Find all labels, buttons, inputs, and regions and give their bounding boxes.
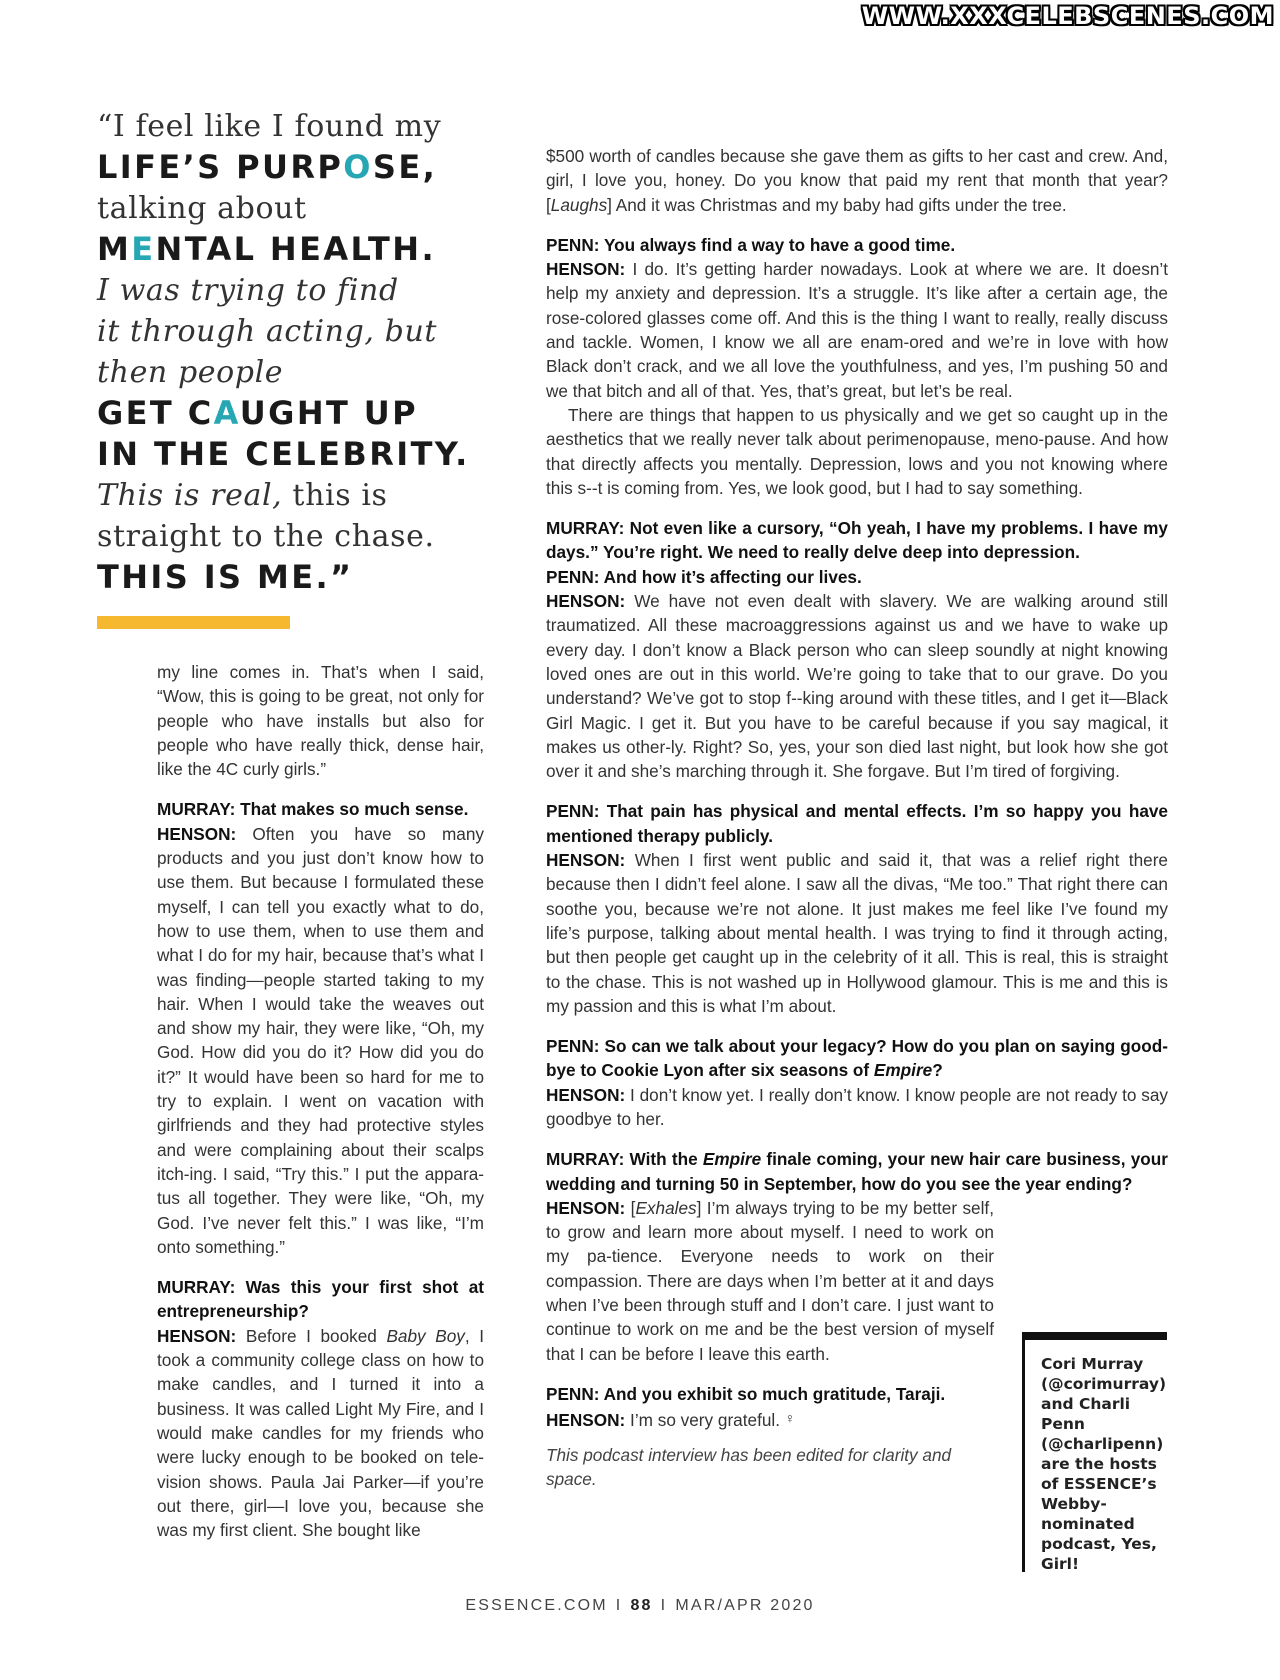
pull-quote-italic: This is real, [97,478,283,513]
answer: We have not even dealt with slavery. We are walking around still traumatized. All these macroaggressions against us and we have to wake up every day. I don’t know a Black person who can sleep soundly at night knowing loved ones are out in this world. We’re going to take that to our grave. Do you understand? We’ve got to stop f--king around with these titles, and I get it—Black Girl Magic. I get it. But you have to be careful because if you say magical, it makes us other-ly. Right? So, yes, your son died last night, but look how she got over it and she’s marching through it. She forgave. But I’m tired of forgiving. [546,591,1168,782]
pull-quote-line: I was trying to find [97,273,399,308]
question: MURRAY: That makes so much sense. [157,799,469,820]
page-footer [0,1597,1280,1615]
pull-quote-line: talking about [97,191,307,226]
answer: When I first went public and said it, that was a relief right there because then I didn’t feel alone. I saw all the divas, “Me too.” That right there can soothe you, because we’re not alone. It just makes me feel like I’ve found my life’s purpose, talking about mental health. I was trying to find it through acting, but then people get caught up in the celebrity of it all. This is real, this is straight to the chase. This is not washed up in Hollywood glamour. This is me and this is my passion and this is what I’m about. [546,850,1168,1016]
pull-quote [97,106,497,598]
pull-quote-text: this is [282,478,388,513]
footer-site: ESSENCE.COM [465,1597,608,1614]
pull-quote-text: M [97,230,132,268]
right-column [546,144,1168,1507]
answer: I’m so very grateful. [625,1410,781,1431]
exchange [546,233,1168,403]
pull-quote-line [97,229,497,270]
answer-block [546,1196,994,1366]
yellow-divider [97,616,290,629]
paragraph [546,144,1168,217]
question: MURRAY: Not even like a cursory, “Oh yeah, I have my problems. I have my days.” You’re right. We need to really delve deep into depression. [546,518,1168,563]
speaker-label: HENSON: [157,823,237,844]
speaker-label: HENSON: [546,1197,626,1218]
exchange [157,797,484,1259]
pull-quote-line: THIS IS ME.” [97,558,354,596]
question: PENN: And you exhibit so much gratitude, Taraji. [546,1383,946,1404]
question [546,1149,1168,1193]
host-bio-box [1022,1332,1167,1572]
end-mark-icon: ♀ [784,1410,796,1427]
speaker-label: HENSON: [546,850,626,871]
pull-quote-text: GET C [97,394,214,432]
paragraph: my line comes in. That’s when I said, “Wow, this is going to be great, not only for people who have installs but also for people who have really thick, dense hair, like the 4C curly girls.” [157,662,484,780]
answer: I do. It’s getting harder nowadays. Look at where we are. It doesn’t help my anxiety and depression. It’s a struggle. It’s like after a certain age, the rose-colored glasses come off. And this is the thing I want to really, really discuss and tackle. Women, I know we all are enam-ored and we’re in love with how Black don’t crack, and we all love the youthfulness, and yes, I’m pushing 50 and we that bitch and all of that. Yes, that’s great, but let’s be real. [546,259,1168,401]
pull-quote-line [97,475,497,516]
pull-quote-accent-letter: A [213,394,240,432]
footer-separator: I [615,1597,623,1614]
answer: Before I booked [236,1325,387,1346]
pull-quote-line: “I feel like I found my [97,109,442,144]
pull-quote-line: it through acting, but [97,314,438,349]
pull-quote-line: then people [97,355,284,390]
question: PENN: You always find a way to have a good time. [546,234,956,255]
speaker-label: HENSON: [546,1084,626,1105]
answer: ] I’m always trying to be my better self, to grow and learn more about myself. I need to work on my pa-tience. Everyone needs to work on their compassion. There are days when I’m better at it and days when I’ve been through stuff and I don’t care. I just want to continue to work on me and be the best version of myself that I can be before I leave this earth. [546,1197,994,1364]
stage-direction: Exhales [635,1197,697,1218]
answer: Often you have so many products and you just don’t know how to use them. But because I formulated these myself, I can tell you exactly what to do, how to use them, when to use them and what I do for my hair, because that’s what I was finding—people started taking to my hair. When I would take the weaves out and show my hair, they were like, “Oh, my God. How did you do it? How did you do it?” It would have been so hard for me to try to explain. I went on vacation with girlfriends and they had protective styles and were complaining about their scalps itch-ing. I said, “Try this.” I put the appara-tus all together. They were like, “Oh, my God. I’ve never felt this.” I was like, “I’m onto something.” [157,823,484,1257]
speaker-label: HENSON: [546,591,626,612]
host-bio-text: Cori Murray (@corimurray) and Charli Penn (@charlipenn) are the hosts of ESSENCE’s Webby-nominated podcast, Yes, Girl! [1041,1355,1167,1573]
title-italic: Baby Boy [386,1325,465,1346]
stage-direction: Laughs [550,194,608,215]
answer: $500 worth of candles because she gave them as gifts to her cast and crew. And, girl, I love you, honey. Do you know that paid my rent that month that year? [ [546,146,1168,215]
watermark-text: WWW.XXXCELEBSCENES.COM [861,2,1274,30]
answer: I don’t know yet. I really don’t know. I know people are not ready to say goodbye to her. [546,1084,1168,1129]
pull-quote-text: UGHT UP [239,394,419,432]
question-text: finale coming, your new hair care business, your wedding and turning 50 in September, how do you see the year ending? [546,1149,1168,1194]
answer: ] And it was Christmas and my baby had gifts under the tree. [607,194,1067,215]
exchange [546,799,1168,1018]
editor-note: This podcast interview has been edited for clarity and space. [546,1444,952,1489]
footer-date: MAR/APR 2020 [675,1597,815,1614]
exchange [546,1034,1168,1131]
page-number: 88 [630,1597,653,1614]
answer: , I took a community college class on how to make candles, and I turned it into a business. It was called Light My Fire, and I would make candles for my friends who were lucky enough to be booked on tele-vision shows. Paula Jai Parker—if you’re out there, girl—I love you, because she was my first client. She bought like [157,1325,484,1541]
question-text: MURRAY: With the [546,1149,703,1170]
question [546,1036,1168,1080]
pull-quote-text: SE, [372,148,438,186]
question: PENN: And how it’s affecting our lives. [546,566,862,587]
answer: [ [625,1197,636,1218]
speaker-label: HENSON: [546,1410,626,1431]
exchange [546,516,1168,783]
question-text: PENN: So can we talk about your legacy? How do you plan on saying good-bye to Cookie Lyon after six seasons of [546,1036,1168,1081]
title-italic: Empire [873,1060,933,1081]
paragraph: There are things that happen to us physically and we get so caught up in the aesthetics that we really never talk about perimenopause, meno-pause. And how that directly affects you mentally. Depression, lows and you not knowing where this s--t is coming from. Yes, we look good, but I had to say something. [546,404,1168,498]
exchange [157,1275,484,1542]
speaker-label: HENSON: [546,259,626,280]
pull-quote-line [97,147,497,188]
pull-quote-line: IN THE CELEBRITY. [97,435,470,473]
exchange [546,1382,994,1433]
pull-quote-line [97,393,497,434]
speaker-label: HENSON: [157,1325,237,1346]
pull-quote-line: straight to the chase. [97,519,435,554]
pull-quote-accent-letter: O [343,148,373,186]
pull-quote-text: NTAL HEALTH. [155,230,437,268]
question: MURRAY: Was this your first shot at entrepreneurship? [157,1277,484,1322]
question: PENN: That pain has physical and mental effects. I’m so happy you have mentioned therapy publicly. [546,801,1168,846]
left-column [157,660,484,1542]
footer-separator: I [660,1597,668,1614]
pull-quote-text: LIFE’S PURP [97,148,344,186]
title-italic: Empire [702,1149,762,1170]
pull-quote-accent-letter: E [131,230,156,268]
question-text: ? [932,1060,943,1081]
